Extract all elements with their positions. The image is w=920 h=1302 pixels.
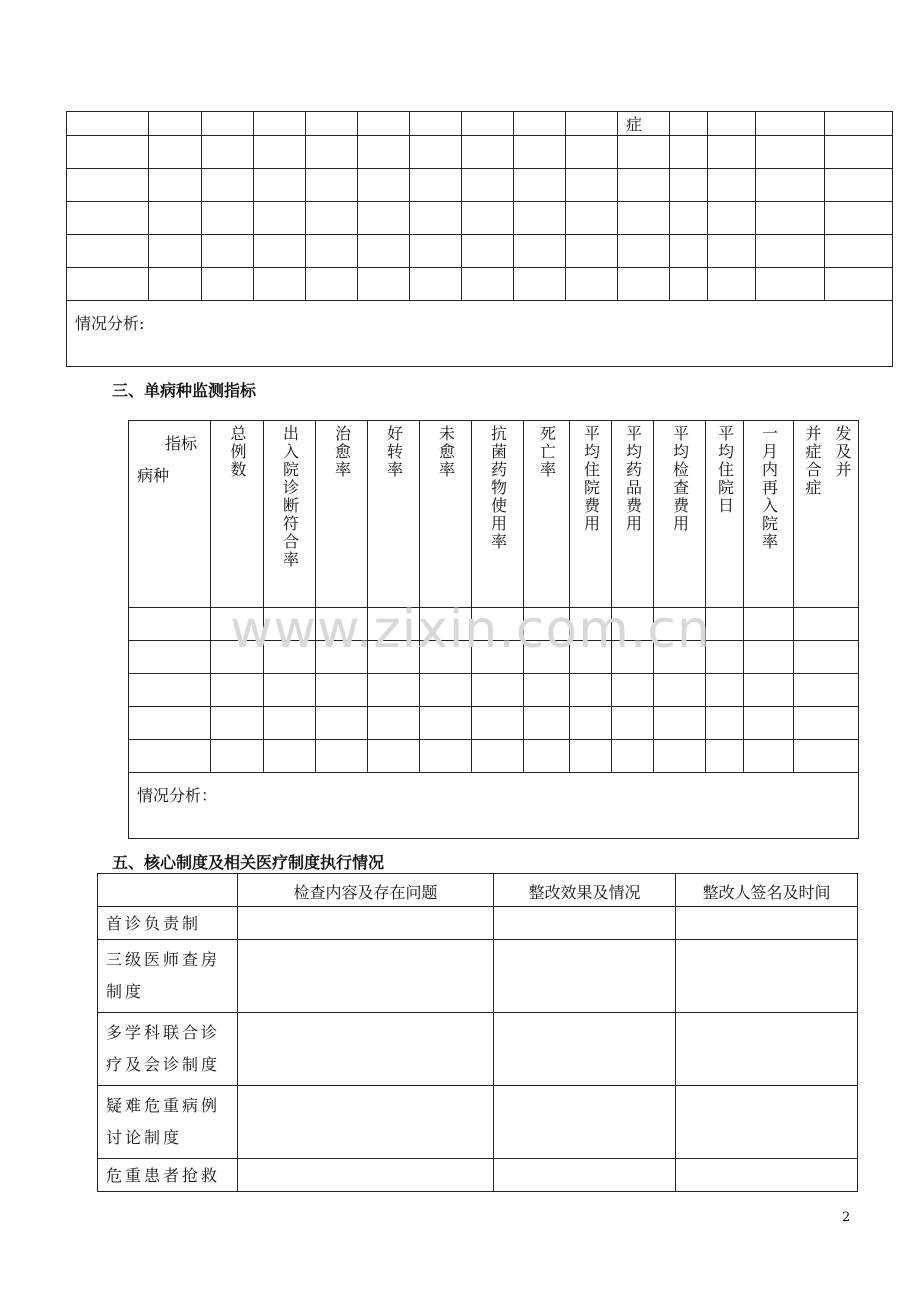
col-header: 出入院诊断符合率 <box>264 421 316 608</box>
col-header: 死亡率 <box>524 421 570 608</box>
header-check-content: 检查内容及存在问题 <box>238 874 494 907</box>
table-cell[interactable] <box>676 1013 858 1086</box>
analysis-cell[interactable] <box>129 773 859 839</box>
table-cell[interactable] <box>676 940 858 1013</box>
col-header: 平均住院日 <box>706 421 744 608</box>
col-header: 平均住院费用 <box>570 421 612 608</box>
col-header: 未愈率 <box>420 421 472 608</box>
col-header: 平均药品费用 <box>612 421 654 608</box>
row-label: 三级医师查房 制度 <box>98 940 238 1013</box>
table-cell[interactable] <box>494 1159 676 1192</box>
table-cell[interactable] <box>494 907 676 940</box>
header-indicator-label: 指标 <box>165 434 198 453</box>
table-cell[interactable] <box>676 1086 858 1159</box>
table-cell[interactable] <box>494 1013 676 1086</box>
header-disease-label: 病种 <box>137 466 170 485</box>
table-fragment-top <box>66 111 893 367</box>
col-header: 平均检查费用 <box>654 421 706 608</box>
col-header: 好转率 <box>368 421 420 608</box>
watermark: www.zixin.com.cn <box>230 600 711 660</box>
table-cell[interactable] <box>238 1086 494 1159</box>
table-cell[interactable] <box>676 1159 858 1192</box>
table-cell[interactable] <box>238 940 494 1013</box>
section-title: 五、核心制度及相关医疗制度执行情况 <box>112 853 385 872</box>
analysis-cell[interactable] <box>67 301 893 367</box>
analysis-label: 情况分析: <box>75 314 145 333</box>
table-cell[interactable] <box>238 1159 494 1192</box>
row-label: 疑难危重病例 讨论制度 <box>98 1086 238 1159</box>
table-cell: 症 <box>618 112 670 136</box>
page-number: 2 <box>842 1210 851 1225</box>
analysis-label: 情况分析： <box>137 786 218 805</box>
row-label: 多学科联合诊 疗及会诊制度 <box>98 1013 238 1086</box>
section-title: 三、单病种监测指标 <box>112 381 257 400</box>
table-cell[interactable] <box>238 907 494 940</box>
row-label: 危重患者抢救 <box>98 1159 238 1192</box>
header-diagonal-cell <box>129 421 211 608</box>
col-header-complication: 并症合症 发及并 <box>794 421 859 608</box>
col-header: 治愈率 <box>316 421 368 608</box>
col-header: 总例数 <box>211 421 264 608</box>
header-result: 整改效果及情况 <box>494 874 676 907</box>
table-cell[interactable] <box>494 1086 676 1159</box>
col-header: 抗菌药物使用率 <box>472 421 524 608</box>
header-signature: 整改人签名及时间 <box>676 874 858 907</box>
col-header: 一月内再入院率 <box>744 421 794 608</box>
row-label: 首诊负责制 <box>98 907 238 940</box>
table-cell[interactable] <box>676 907 858 940</box>
core-system-table <box>97 873 858 1192</box>
table-cell[interactable] <box>238 1013 494 1086</box>
table-cell[interactable] <box>494 940 676 1013</box>
